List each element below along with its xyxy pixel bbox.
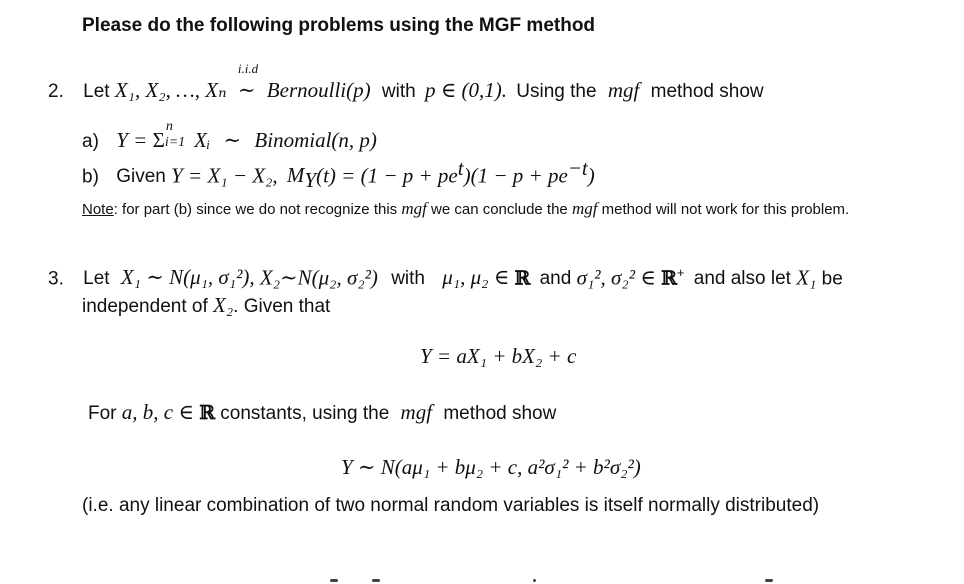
cutoff-mark — [372, 579, 380, 582]
part-b-label: b) — [82, 166, 99, 188]
problem-3-also-let: and also let — [693, 268, 791, 290]
problem-2-sequence: X₁, X₂, …, Xₙ — [114, 78, 227, 102]
problem-3-for: For — [88, 403, 117, 424]
sigma-domain: σ₁², σ₂² ∈ — [576, 265, 656, 290]
tilde-symbol: ∼ — [237, 78, 256, 102]
positive-superscript: + — [676, 265, 685, 280]
cutoff-mark — [765, 579, 773, 582]
real-numbers-symbol-1: ℝ — [514, 267, 531, 290]
y-equation: Y = aX₁ + bX₂ + c — [420, 344, 577, 368]
page-heading: Please do the following problems using the MGF method — [82, 15, 596, 36]
problem-2-line — [48, 61, 764, 103]
problem-2-with: with — [381, 81, 416, 102]
cutoff-mark — [330, 579, 338, 582]
part-b-expr-m-sub: Y — [304, 168, 317, 193]
p-condition: p ∈ (0,1). — [424, 78, 507, 102]
part-a-y: Y = — [116, 128, 148, 152]
problem-3-line-2 — [82, 293, 330, 318]
part-a-line — [82, 119, 377, 153]
problem-3-independent: independent of — [82, 296, 208, 317]
problem-3-and: and — [539, 268, 572, 290]
result-distribution: Y ∼ N(aμ₁ + bμ₂ + c, a²σ₁² + b²σ₂²) — [341, 455, 641, 479]
part-b-given: Given — [116, 166, 166, 188]
part-b-expr-mgf1: (t) = (1 − p + pe — [316, 163, 458, 188]
note-mgf-1: mgf — [401, 199, 427, 218]
note-text-3: method will not work for this problem. — [601, 201, 850, 218]
iid-label: i.i.d — [237, 61, 259, 76]
sum-upper: n — [165, 119, 173, 134]
problem-2-let: Let — [83, 81, 110, 102]
problem-3-x1: X₁ — [796, 265, 817, 290]
problem-3-x2: X₂ — [213, 293, 234, 317]
problem-3-be: be — [821, 268, 843, 290]
part-b-line — [82, 156, 595, 193]
part-a-xi: Xᵢ — [194, 128, 211, 152]
problem-3-with: with — [391, 268, 425, 290]
part-b-expr-mgf2: )(1 − p + pe — [463, 163, 568, 188]
problem-3-given: . Given that — [233, 296, 331, 317]
part-a-tilde: ∼ — [223, 128, 242, 152]
problem-3-constants: constants, using the — [220, 403, 390, 424]
part-a-label: a) — [82, 131, 99, 152]
binomial-dist: Binomial(n, p) — [254, 128, 377, 152]
part-b-sup-t: t — [457, 156, 464, 180]
problem-2-mgf: mgf — [607, 78, 640, 102]
note-line — [82, 199, 849, 219]
note-mgf-2: mgf — [571, 199, 598, 218]
constants-abc: a, b, c ∈ — [121, 400, 194, 424]
iid-tilde — [237, 61, 259, 103]
problem-3-line-1 — [48, 265, 843, 290]
cutoff-mark — [533, 579, 536, 582]
problem-3-let: Let — [83, 268, 110, 290]
note-text-2: we can conclude the — [431, 201, 568, 218]
part-b-expr-m: M — [286, 163, 305, 188]
note-label: Note — [82, 201, 114, 218]
note-text-1: : for part (b) since we do not recognize this — [113, 201, 398, 218]
sum-symbol: Σ — [152, 128, 165, 152]
x2-distribution: X₂∼N(μ₂, σ₂²) — [259, 265, 378, 290]
mu-domain: μ₁, μ₂ ∈ — [442, 265, 510, 290]
problem-2-number: 2. — [48, 81, 64, 102]
problem-3-number: 3. — [48, 268, 64, 290]
ie-explanation: (i.e. any linear combination of two normal random variables is itself normally distributed) — [82, 495, 820, 516]
part-b-expr-close: ) — [587, 163, 595, 188]
problem-3-mgf: mgf — [400, 400, 433, 424]
problem-2-method-show: method show — [650, 81, 764, 102]
real-numbers-symbol-2: ℝ — [661, 267, 677, 290]
problem-3-method-show: method show — [443, 403, 557, 424]
bernoulli-dist: Bernoulli(p) — [266, 78, 371, 102]
real-numbers-symbol-3: ℝ — [199, 402, 215, 424]
problem-3-line-for — [88, 400, 556, 425]
sum-limits — [164, 119, 189, 150]
problem-2-using: Using the — [516, 81, 597, 102]
x1-distribution: X₁ ∼ N(μ₁, σ₁²), — [120, 265, 255, 290]
part-b-sup-negt: −t — [567, 156, 588, 180]
sum-lower: i=1 — [164, 135, 186, 150]
cutoff-next-line — [0, 576, 964, 584]
part-b-expr-y: Y = X₁ − X₂, — [171, 163, 278, 188]
